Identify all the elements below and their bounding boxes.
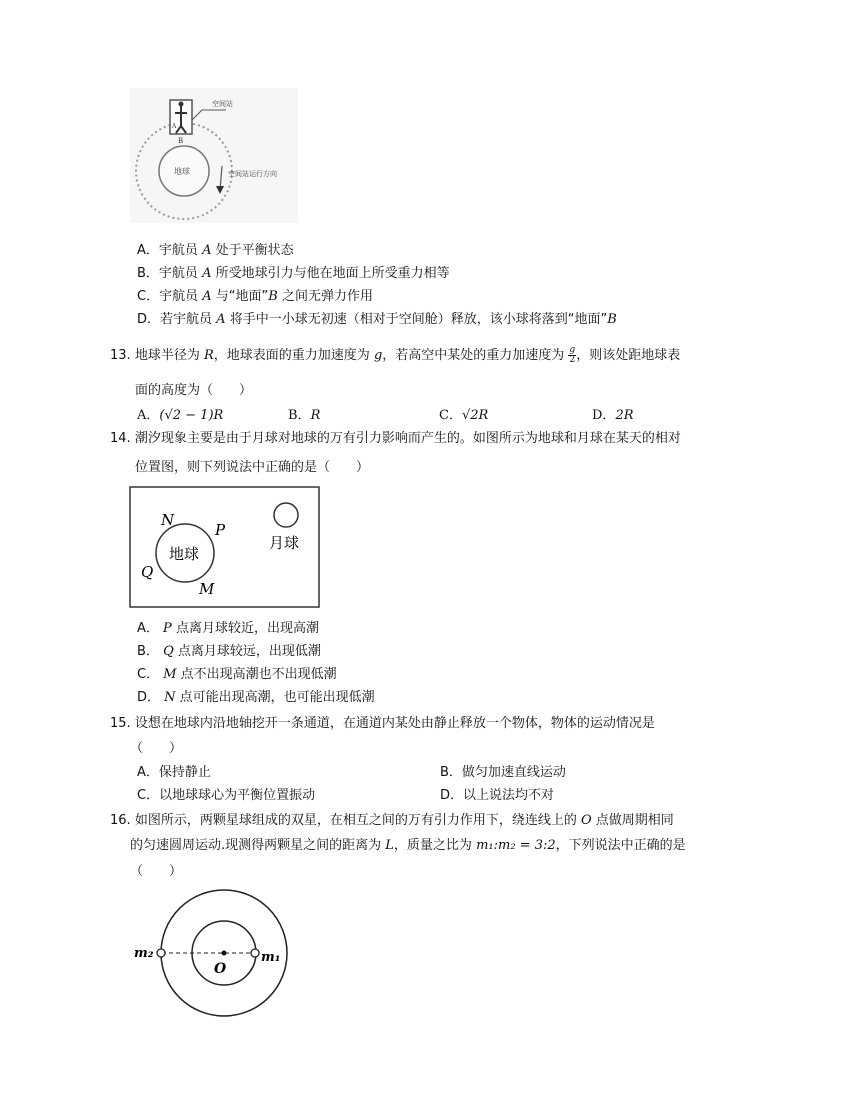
q15-option-c: C．以地球球心为平衡位置振动 xyxy=(137,788,316,803)
q12-option-a: A．宇航员 A 处于平衡状态 xyxy=(137,243,294,258)
q14-option-a: A． P 点离月球较近，出现高潮 xyxy=(137,621,319,636)
q14-stem-line2: 位置图，则下列说法中正确的是（ ） xyxy=(135,460,370,475)
q14-option-d: D． N 点可能出现高潮，也可能出现低潮 xyxy=(137,690,375,705)
astronaut-a-label: A xyxy=(172,123,177,130)
label-o: O xyxy=(214,961,227,977)
q14-stem-line1: 14. 潮汐现象主要是由于月球对地球的万有引力影响而产生的。如图所示为地球和月球在某天的相对 xyxy=(110,431,681,446)
q12-option-b: B．宇航员 A 所受地球引力与他在地面上所受重力相等 xyxy=(137,266,450,281)
q15-option-a: A．保持静止 xyxy=(137,765,211,780)
q15-option-d: D．以上说法均不对 xyxy=(440,788,555,803)
label-m: M xyxy=(199,580,215,598)
q16-stem-line3: （ ） xyxy=(130,864,183,879)
label-p: P xyxy=(215,521,226,539)
label-m2: m₂ xyxy=(134,946,154,961)
moon-label: 月球 xyxy=(269,534,300,552)
q12-option-c: C．宇航员 A 与“地面”B 之间无弹力作用 xyxy=(137,289,373,304)
floor-b-label: B xyxy=(178,137,184,145)
q13-option-d: D．2R xyxy=(592,408,634,423)
q15-stem-line2: （ ） xyxy=(130,741,183,756)
space-station-diagram xyxy=(130,88,298,223)
earth-label: 地球 xyxy=(174,167,190,176)
binary-star-figure xyxy=(130,885,300,1035)
q13-option-a: A．(√2 − 1)R xyxy=(137,408,224,423)
q14-option-c: C． M 点不出现高潮也不出现低潮 xyxy=(137,667,337,682)
q15-option-b: B．做匀加速直线运动 xyxy=(440,765,566,780)
direction-label: 空间站运行方向 xyxy=(228,170,277,178)
label-n: N xyxy=(161,511,175,529)
station-label: 空间站 xyxy=(212,100,233,108)
q12-option-d: D．若宇航员 A 将手中一小球无初速（相对于空间舱）释放，该小球将落到“地面”B xyxy=(137,312,617,327)
space-station-figure xyxy=(130,88,298,223)
earth-moon-diagram xyxy=(129,486,320,608)
g-over-2-fraction: $\frac{g}{2}$ xyxy=(569,345,576,365)
q14-option-b: B． Q 点离月球较远，出现低潮 xyxy=(137,644,321,659)
tide-figure xyxy=(129,486,320,608)
q16-stem-line2: 的匀速圆周运动.现测得两颗星之间的距离为 L，质量之比为 m₁:m₂ = 3:2，下列说法中正确的是 xyxy=(130,838,686,853)
binary-star-diagram xyxy=(130,885,300,1035)
q13-option-c: C．√2R xyxy=(439,408,489,423)
earth-label: 地球 xyxy=(169,545,200,563)
q15-stem-line1: 15. 设想在地球内沿地轴挖开一条通道，在通道内某处由静止释放一个物体，物体的运动情况是 xyxy=(110,716,655,731)
q13-stem-line2: 面的高度为（ ） xyxy=(135,383,253,398)
label-m1: m₁ xyxy=(261,950,281,965)
q13-option-b: B．R xyxy=(288,408,321,423)
q13-stem-line1: 13. 地球半径为 R，地球表面的重力加速度为 g，若高空中某处的重力加速度为 $\frac{g}{2}$ ，则该处距地球表 xyxy=(110,345,681,365)
q16-stem-line1: 16. 如图所示，两颗星球组成的双星，在相互之间的万有引力作用下，绕连线上的 O 点做周期相同 xyxy=(110,813,674,828)
label-q: Q xyxy=(141,563,154,581)
